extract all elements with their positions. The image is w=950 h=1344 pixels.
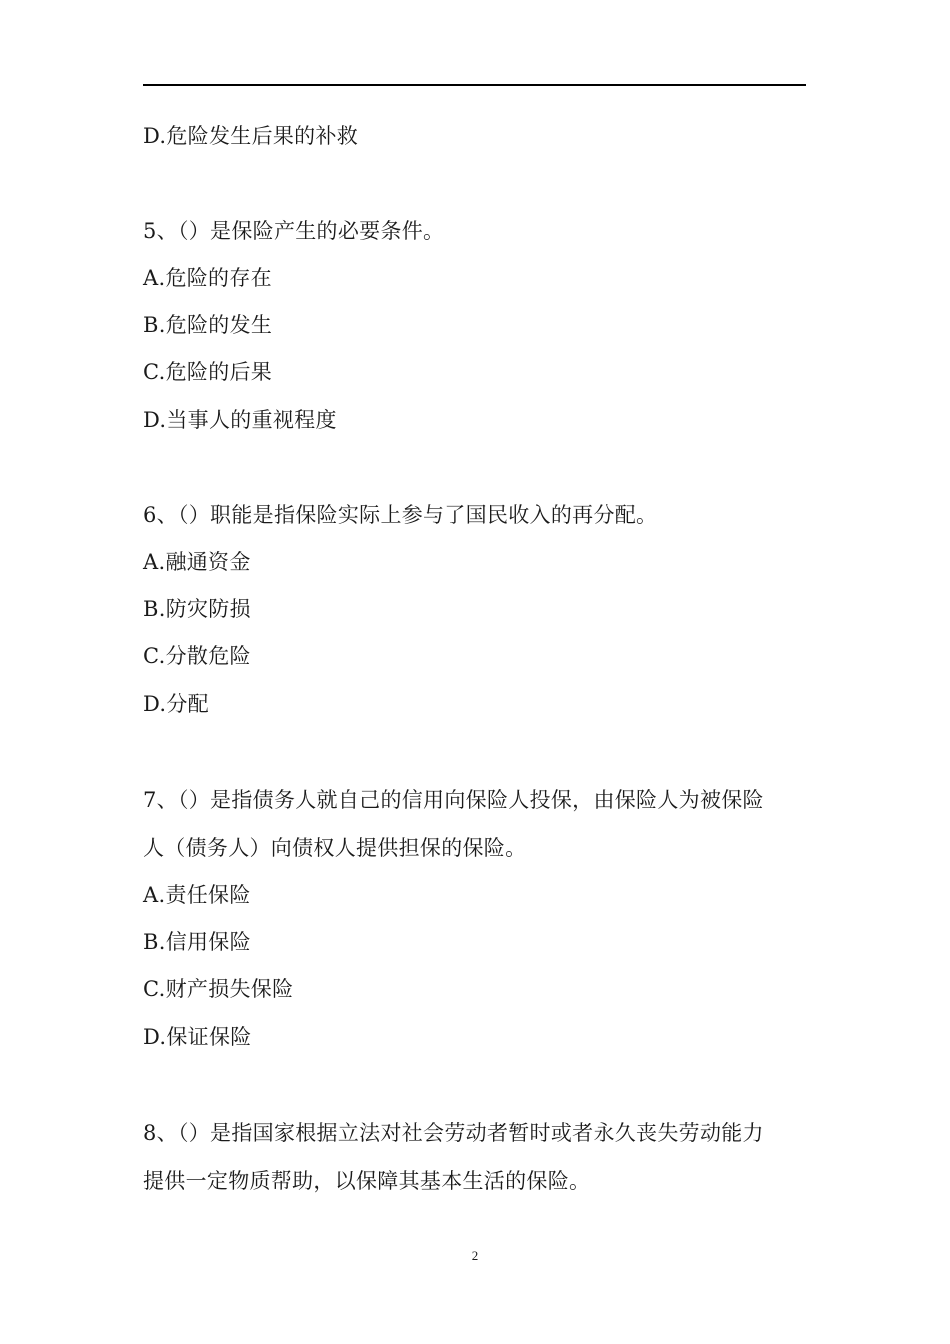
question-5-option-d: D.当事人的重视程度 xyxy=(143,408,337,432)
question-5-option-c: C.危险的后果 xyxy=(143,360,273,384)
question-5-stem: 5、（）是保险产生的必要条件。 xyxy=(143,219,445,243)
question-8-stem-line-1: 8、（）是指国家根据立法对社会劳动者暂时或者永久丧失劳动能力 xyxy=(143,1121,764,1145)
question-7-option-a: A.责任保险 xyxy=(143,883,251,907)
question-7-stem-line-2: 人（债务人）向债权人提供担保的保险。 xyxy=(143,836,527,860)
question-7-option-d: D.保证保险 xyxy=(143,1025,252,1049)
question-5-option-b: B.危险的发生 xyxy=(143,313,273,337)
question-7-option-c: C.财产损失保险 xyxy=(143,977,294,1001)
question-6-option-d: D.分配 xyxy=(143,692,209,716)
question-6-option-b: B.防灾防损 xyxy=(143,597,251,621)
question-6-option-a: A.融通资金 xyxy=(143,550,251,574)
question-7-option-b: B.信用保险 xyxy=(143,930,251,954)
question-7-stem-line-1: 7、（）是指债务人就自己的信用向保险人投保，由保险人为被保险 xyxy=(143,788,764,812)
page-number: 2 xyxy=(471,1248,479,1263)
question-6-option-c: C.分散危险 xyxy=(143,644,251,668)
question-6-stem: 6、（）职能是指保险实际上参与了国民收入的再分配。 xyxy=(143,503,658,527)
header-rule xyxy=(143,84,806,86)
option-d-previous: D.危险发生后果的补救 xyxy=(143,124,359,148)
question-8-stem-line-2: 提供一定物质帮助，以保障其基本生活的保险。 xyxy=(143,1169,591,1193)
question-5-option-a: A.危险的存在 xyxy=(143,266,272,290)
